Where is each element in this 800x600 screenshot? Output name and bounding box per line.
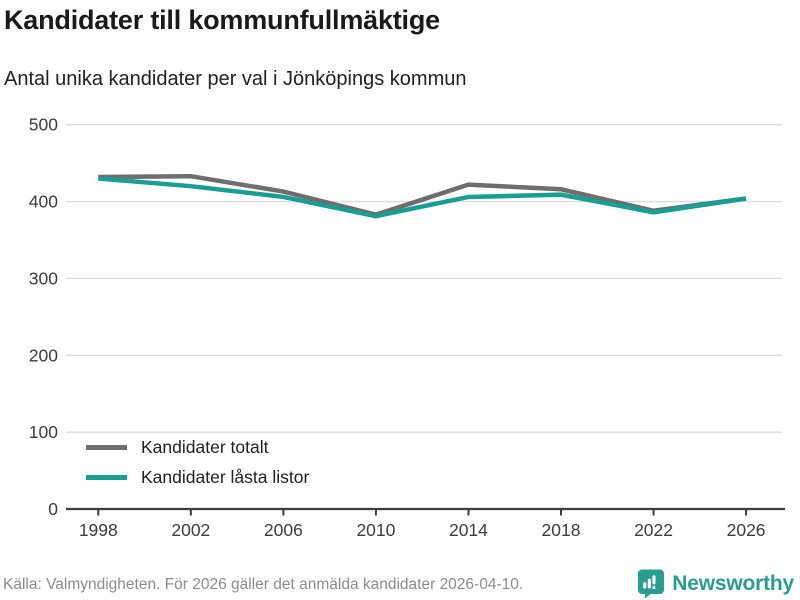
x-tick-label: 1998 <box>78 520 118 540</box>
y-tick-label: 300 <box>28 268 58 289</box>
legend-item-total <box>86 437 309 458</box>
x-tick-label: 2002 <box>171 520 211 540</box>
brand-name: Newsworthy <box>672 571 794 595</box>
x-tick-label: 2022 <box>634 520 674 540</box>
series-line-0 <box>98 176 746 214</box>
x-tick-label: 2010 <box>356 520 396 540</box>
footer <box>0 566 800 600</box>
y-tick-label: 100 <box>28 422 58 443</box>
legend <box>86 437 309 488</box>
y-tick-label: 400 <box>28 191 58 212</box>
x-tick-label: 2014 <box>448 520 488 540</box>
legend-label-total: Kandidater totalt <box>141 437 269 457</box>
newsworthy-icon <box>637 568 665 599</box>
y-tick-label: 500 <box>28 114 58 135</box>
x-tick-label: 2018 <box>541 520 581 540</box>
x-tick-label: 2006 <box>263 520 303 540</box>
y-tick-label: 0 <box>48 499 58 519</box>
source-note: Källa: Valmyndigheten. För 2026 gäller det anmälda kandidater 2026-04-10. <box>3 576 524 593</box>
legend-item-locked <box>86 467 309 488</box>
y-tick-label: 200 <box>28 345 58 366</box>
chart-title: Kandidater till kommunfullmäktige <box>4 5 440 35</box>
legend-label-locked: Kandidater låsta listor <box>141 467 310 487</box>
x-tick-label: 2026 <box>726 520 766 540</box>
legend-swatch-locked <box>86 475 127 480</box>
legend-swatch-total <box>86 445 127 450</box>
chart-subtitle: Antal unika kandidater per val i Jönköpings kommun <box>4 68 467 90</box>
newsworthy-logo <box>637 568 794 599</box>
